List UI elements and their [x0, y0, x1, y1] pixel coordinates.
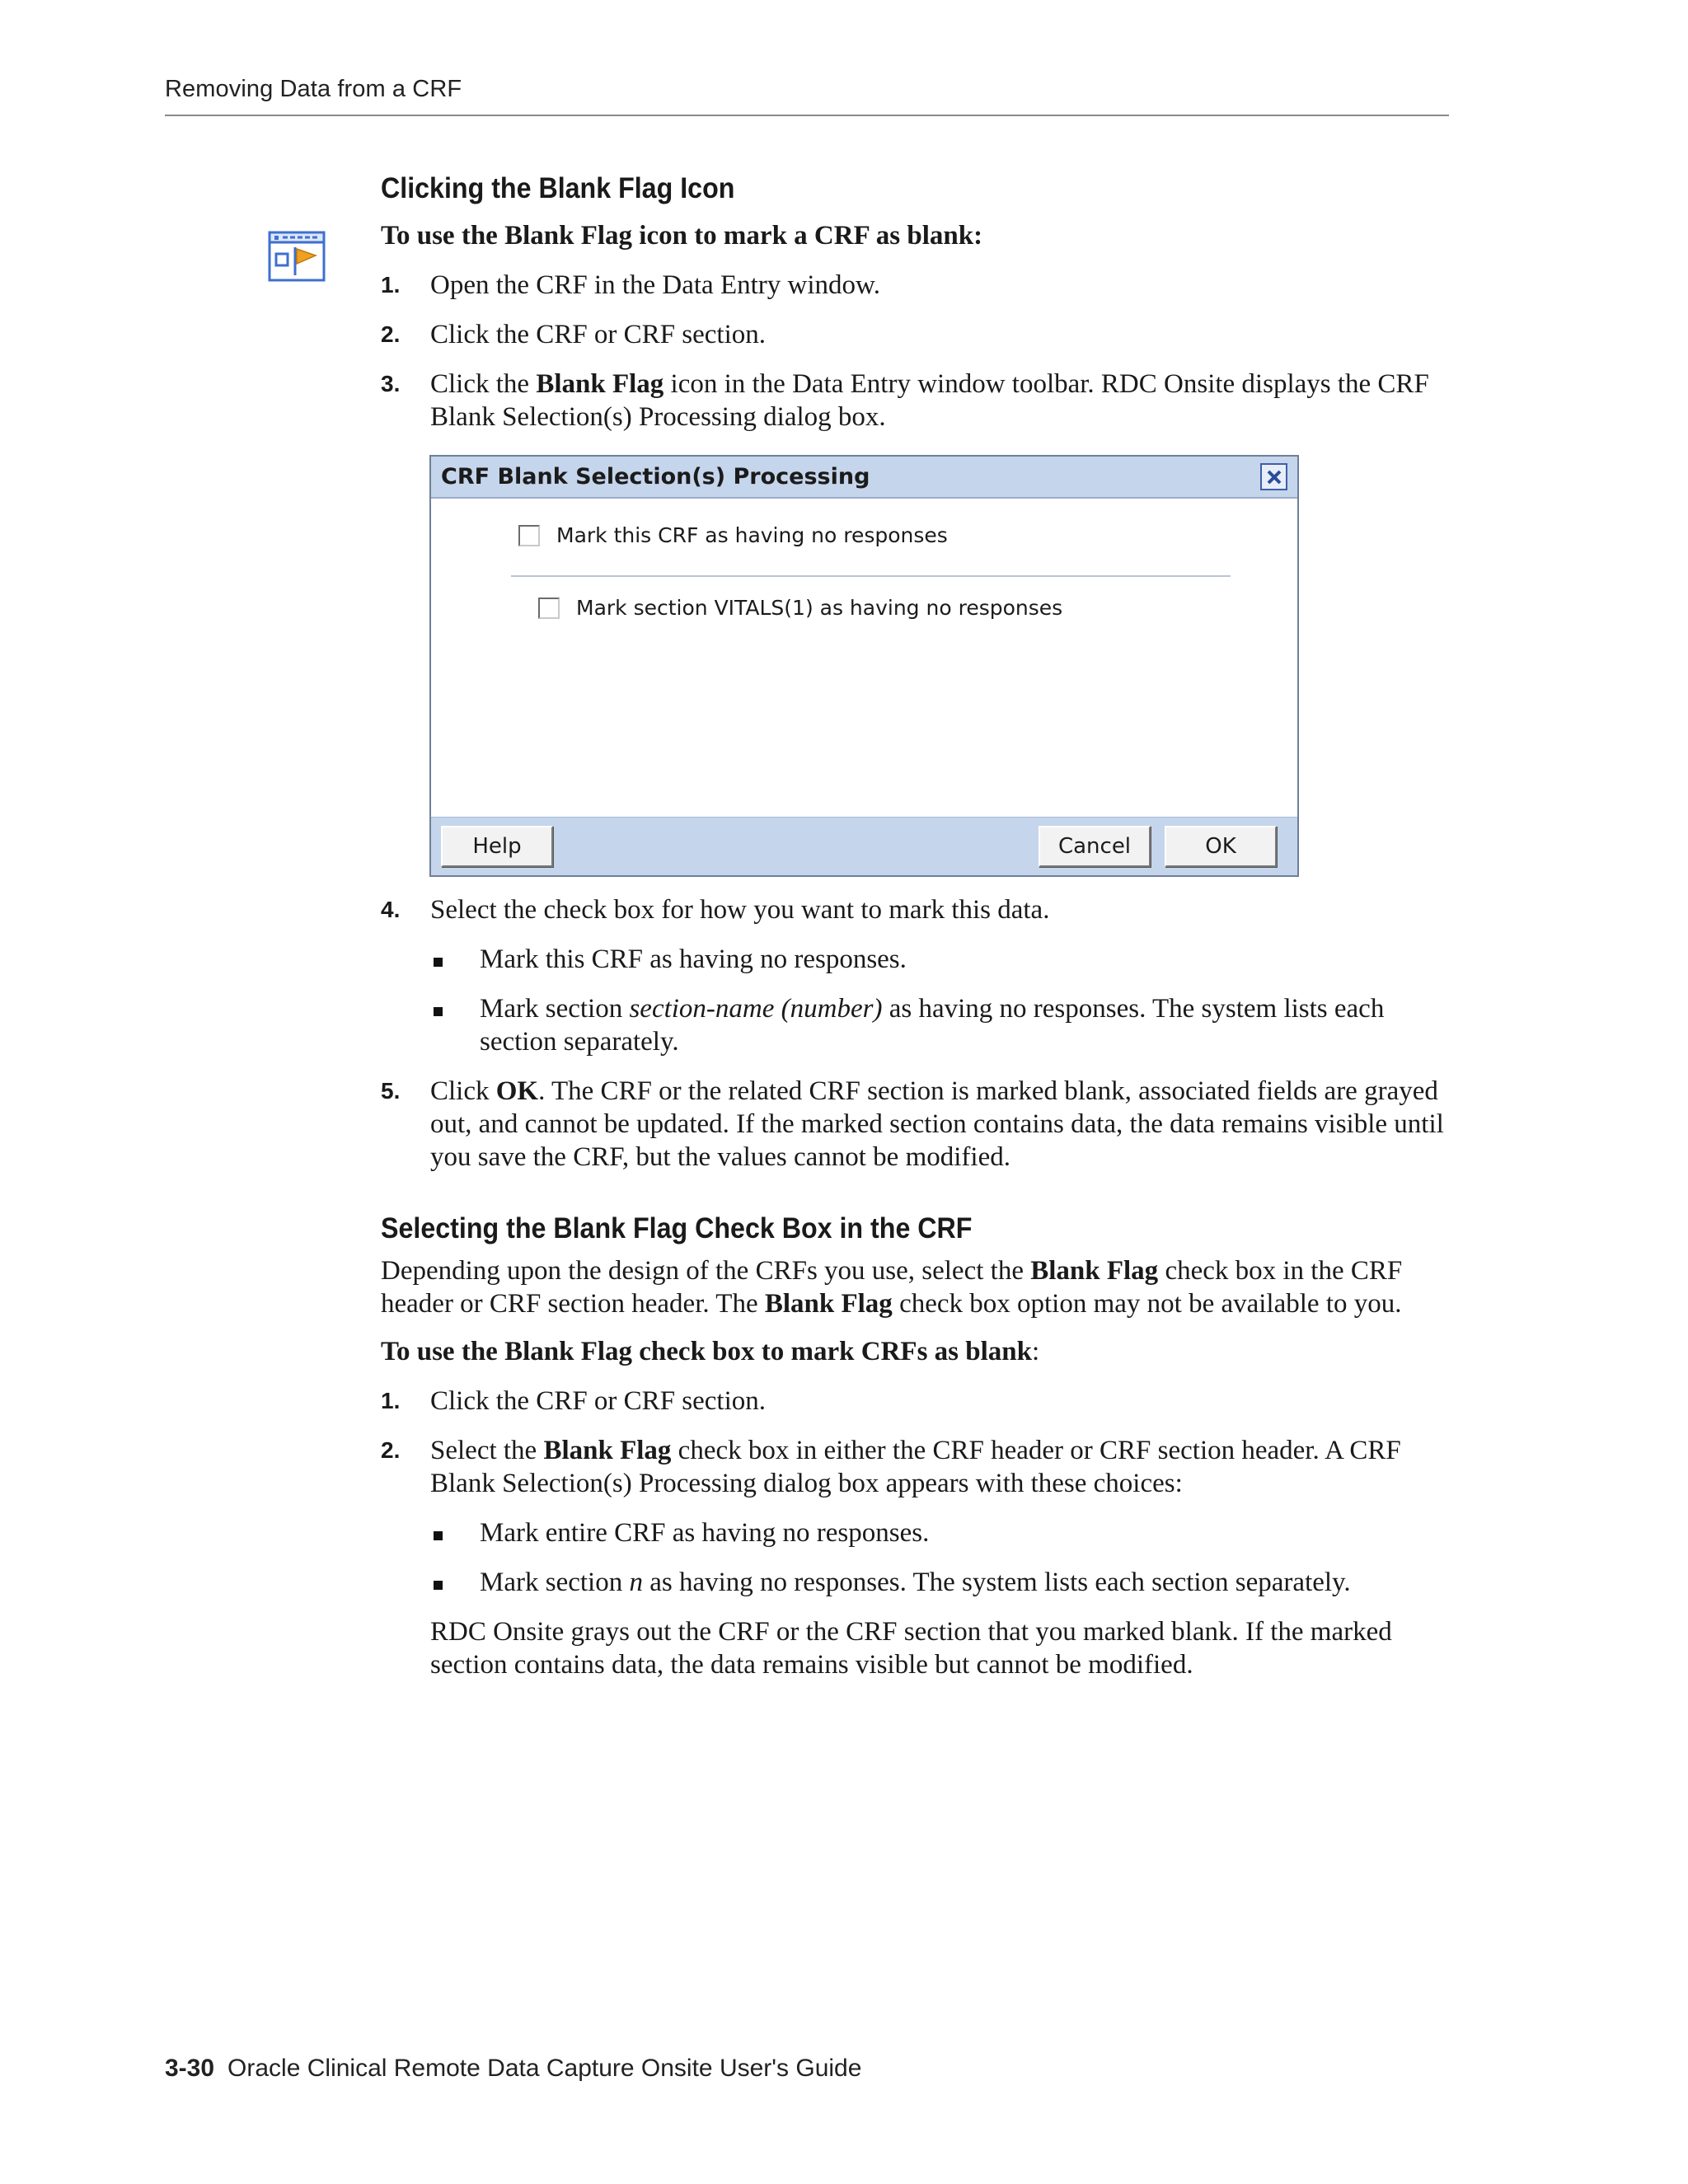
- step-text-pre: Select the: [430, 1436, 544, 1465]
- list-item: [430, 1566, 1452, 1599]
- list-item: [381, 893, 1452, 1058]
- ok-button[interactable]: OK: [1165, 826, 1277, 867]
- step4-bullets: [430, 943, 1452, 1058]
- step-number: 2.: [381, 1437, 401, 1463]
- step-number: 1.: [381, 1388, 401, 1413]
- mark-crf-checkbox[interactable]: [518, 525, 540, 546]
- step-number: 3.: [381, 371, 401, 396]
- crf-blank-selection-dialog: [429, 455, 1299, 877]
- step-text-pre: Click the: [430, 369, 537, 399]
- list-item: [381, 1434, 1452, 1681]
- bullet-text: Mark this CRF as having no responses.: [480, 944, 907, 974]
- step-text: Open the CRF in the Data Entry window.: [430, 270, 880, 300]
- step-text-post: check box in either the CRF header or CRF section header. A CRF Blank Selection(s) Processing dialog box appears with these choices:: [430, 1436, 1401, 1498]
- bullet-text-pre: Mark section: [480, 994, 630, 1024]
- intro-bold: Blank Flag: [764, 1289, 893, 1319]
- step-text-post: . The CRF or the related CRF section is marked blank, associated fields are grayed out, and cannot be updated. If the marked section contains data, the data remains visible until you save the CRF, but the values cannot be modified.: [430, 1076, 1444, 1172]
- step2-bullets: [430, 1516, 1452, 1599]
- dialog-divider: [511, 575, 1231, 577]
- step-number: 4.: [381, 897, 401, 922]
- step-number: 1.: [381, 272, 401, 298]
- section2-task-title: [381, 1335, 1452, 1368]
- intro-text: check box in the CRF header or CRF section header. The: [381, 1256, 1403, 1319]
- bullet-text-italic: section-name (number): [629, 994, 883, 1024]
- header-rule: [165, 115, 1449, 116]
- cancel-button[interactable]: Cancel: [1039, 826, 1151, 867]
- book-title: Oracle Clinical Remote Data Capture Onsite User's Guide: [227, 2055, 862, 2082]
- bullet-text-post: as having no responses. The system lists each section separately.: [642, 1568, 1351, 1597]
- step-text-pre: Click: [430, 1076, 496, 1106]
- step-number: 5.: [381, 1078, 401, 1104]
- task-title-colon: :: [1032, 1337, 1040, 1366]
- page-number: 3-30: [165, 2055, 215, 2082]
- page-footer: [165, 2055, 861, 2083]
- section2-intro: [381, 1254, 1452, 1320]
- intro-text: Depending upon the design of the CRFs you use, select the: [381, 1256, 1031, 1286]
- list-item: [381, 1385, 1452, 1418]
- option-label: Mark section VITALS(1) as having no responses: [576, 596, 1063, 620]
- option-label: Mark this CRF as having no responses: [556, 523, 948, 547]
- step-number: 2.: [381, 321, 401, 347]
- list-item: [430, 1516, 1452, 1549]
- blank-flag-icon: [268, 231, 326, 282]
- section1-heading: Clicking the Blank Flag Icon: [381, 172, 735, 204]
- section2-closing: RDC Onsite grays out the CRF or the CRF section that you marked blank. If the marked section contains data, the data remains visible but cannot be modified.: [430, 1617, 1392, 1680]
- bullet-text-italic: n: [629, 1568, 643, 1597]
- step-text-bold: Blank Flag: [536, 369, 664, 399]
- list-item: [381, 269, 1452, 302]
- step-text-post: icon in the Data Entry window toolbar. RDC Onsite displays the CRF Blank Selection(s) Processing dialog box.: [430, 369, 1429, 432]
- option-mark-crf[interactable]: [518, 523, 948, 547]
- intro-text: check box option may not be available to you.: [892, 1289, 1402, 1319]
- section2-steps: [381, 1385, 1452, 1681]
- section1-steps: [381, 269, 1452, 434]
- section2-heading: Selecting the Blank Flag Check Box in the CRF: [381, 1212, 973, 1244]
- task-title-bold: To use the Blank Flag check box to mark CRFs as blank: [381, 1337, 1032, 1366]
- running-head: Removing Data from a CRF: [165, 76, 462, 102]
- help-button[interactable]: Help: [441, 826, 553, 867]
- list-item: [381, 368, 1452, 434]
- bullet-text-pre: Mark section: [480, 1568, 630, 1597]
- section1-steps-continued: [381, 893, 1452, 1174]
- dialog-titlebar: [431, 457, 1297, 499]
- list-item: [430, 992, 1452, 1058]
- section1-task-title: To use the Blank Flag icon to mark a CRF as blank:: [381, 221, 983, 251]
- main-content: [381, 171, 1452, 1681]
- list-item: [381, 1075, 1452, 1174]
- list-item: [430, 943, 1452, 976]
- step-text-bold: Blank Flag: [543, 1436, 672, 1465]
- step-text: Select the check box for how you want to mark this data.: [430, 895, 1050, 925]
- step-text: Click the CRF or CRF section.: [430, 320, 767, 349]
- step-text-bold: OK: [495, 1076, 539, 1106]
- mark-section-checkbox[interactable]: [538, 598, 560, 619]
- dialog-body: [431, 499, 1297, 816]
- bullet-text: Mark entire CRF as having no responses.: [480, 1518, 930, 1548]
- step-text: Click the CRF or CRF section.: [430, 1386, 767, 1416]
- close-icon[interactable]: [1260, 463, 1287, 490]
- option-mark-section[interactable]: [538, 596, 1062, 620]
- dialog-title: CRF Blank Selection(s) Processing: [441, 464, 870, 490]
- bullet-text-post: as having no responses. The system lists each section separately.: [480, 994, 1385, 1057]
- dialog-footer: [431, 817, 1297, 875]
- list-item: [381, 318, 1452, 351]
- intro-bold: Blank Flag: [1030, 1256, 1159, 1286]
